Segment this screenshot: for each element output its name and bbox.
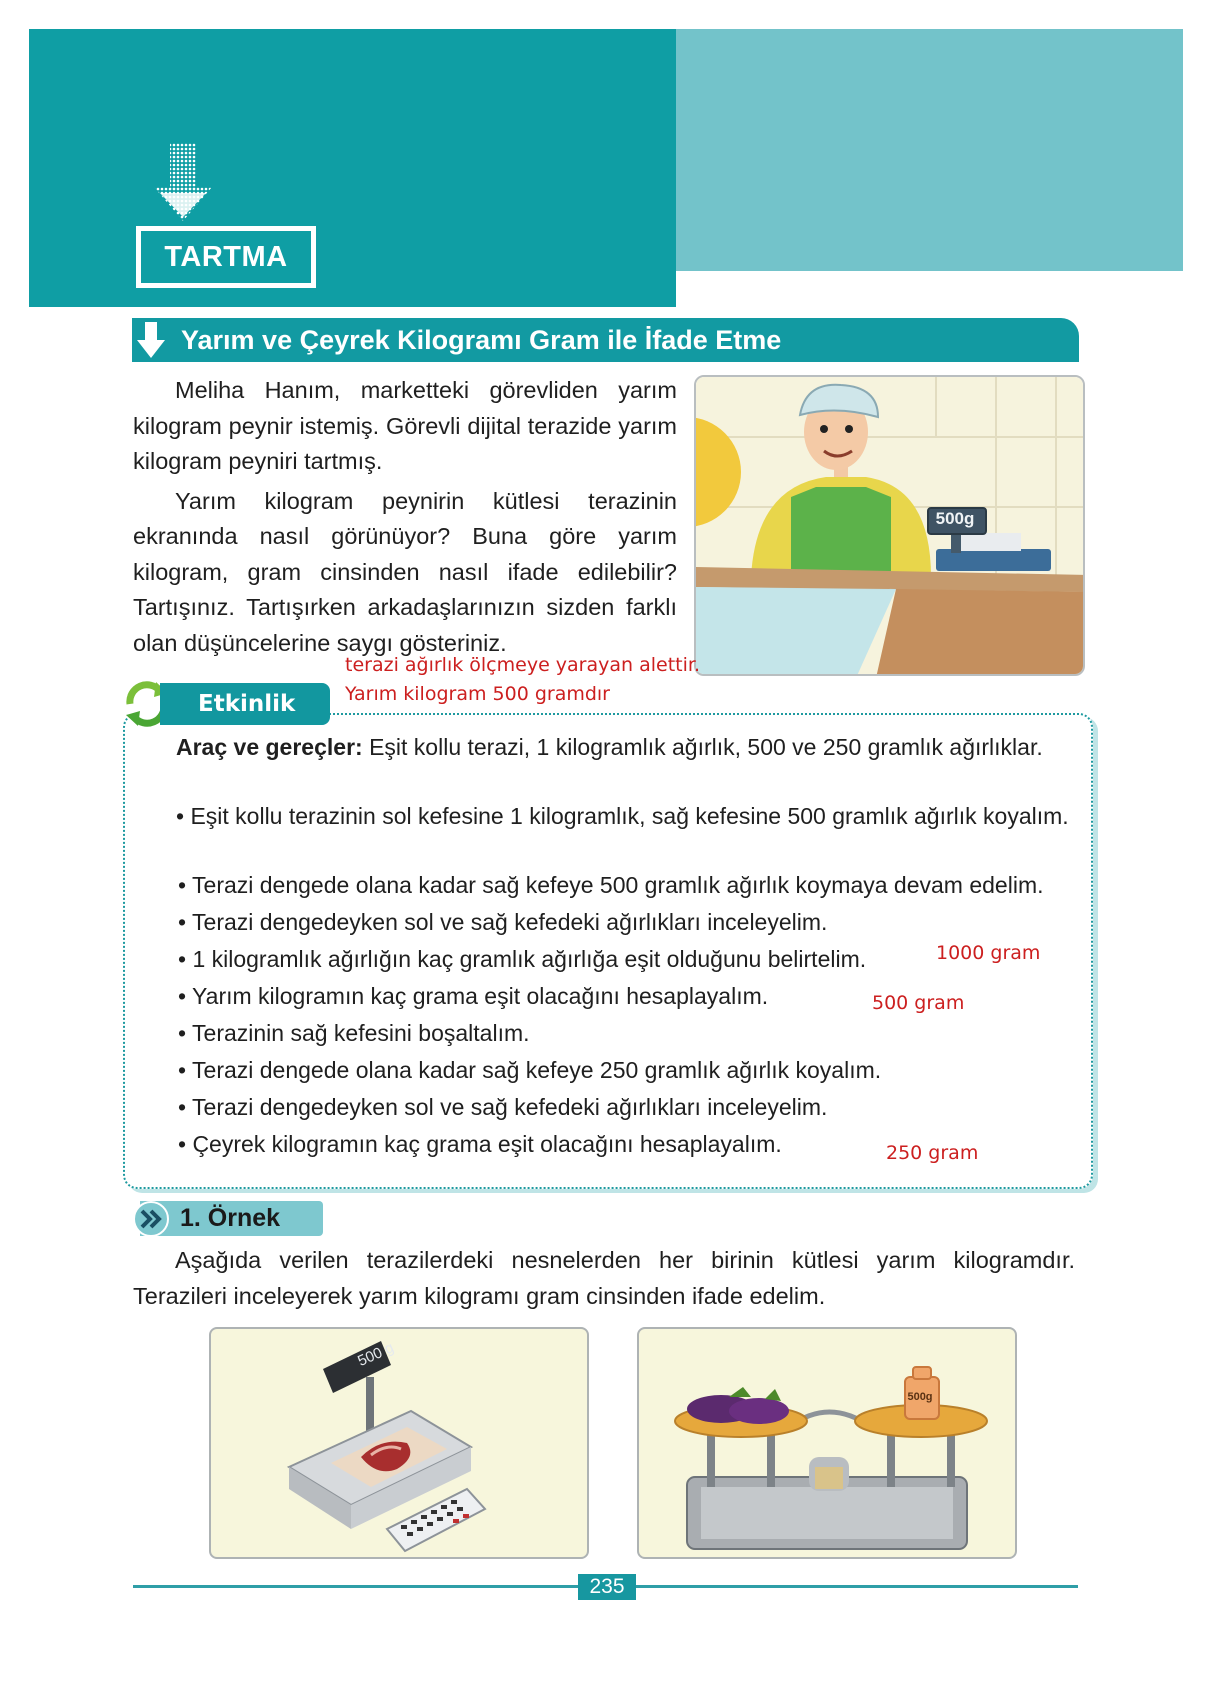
intro-text <box>133 373 677 661</box>
intro-paragraph-1: Meliha Hanım, marketteki görevliden yarım kilogram peynir istemiş. Görevli dijital terazide yarım kilogram peyniri tartmış. <box>133 377 677 474</box>
digital-scale-panel <box>209 1327 589 1559</box>
activity-bullet-6: • Terazinin sağ kefesini boşaltalım. <box>178 1020 530 1046</box>
header-banner <box>29 29 676 307</box>
section-title: Yarım ve Çeyrek Kilogramı Gram ile İfade Etme <box>181 325 782 355</box>
handwritten-answer-2: 500 gram <box>872 992 965 1014</box>
intro-paragraph-2: Yarım kilogram peynirin kütlesi terazinin ekranında nasıl görünüyor? Buna göre yarım kilogram, gram cinsinden nasıl ifade edilebilir? Tartışınız. Tartışırken arkadaşlarınızın sizden farklı olan düşüncelerine saygı gösteriniz. <box>133 487 677 656</box>
double-chevron-icon <box>132 1200 170 1238</box>
page-number: 235 <box>578 1574 636 1600</box>
activity-bullet-7: • Terazi dengede olana kadar sağ kefeye 250 gramlık ağırlık koyalım. <box>178 1057 882 1083</box>
handwritten-note-1: terazi ağırlık ölçmeye yarayan alettir. <box>345 654 701 676</box>
section-arrow-icon <box>136 322 166 360</box>
activity-bullet-8: • Terazi dengedeyken sol ve sağ kefedeki ağırlıkları inceleyelim. <box>178 1094 828 1120</box>
activity-bullet-4: • 1 kilogramlık ağırlığın kaç gramlık ağırlığa eşit olduğunu belirtelim. <box>178 946 867 972</box>
example-text: Aşağıda verilen terazilerdeki nesnelerden her birinin kütlesi yarım kilogramdır. Terazileri inceleyerek yarım kilogramı gram cinsinden ifade edelim. <box>133 1247 1075 1309</box>
activity-bullet-9: • Çeyrek kilogramın kaç grama eşit olacağını hesaplayalım. <box>178 1131 782 1157</box>
header-banner-accent <box>676 29 1183 271</box>
activity-bullet-5: • Yarım kilogramın kaç grama eşit olacağını hesaplayalım. <box>178 983 769 1009</box>
activity-tab: Etkinlik <box>160 683 330 725</box>
down-arrow-icon <box>152 143 214 223</box>
chapter-label: TARTMA <box>136 226 316 288</box>
weight-label: 500g <box>907 1391 933 1403</box>
balance-scale-panel <box>637 1327 1017 1559</box>
handwritten-note-2: Yarım kilogram 500 gramdır <box>345 683 610 705</box>
scale-display: 500g <box>935 509 975 528</box>
materials-text: Eşit kollu terazi, 1 kilogramlık ağırlık, 500 ve 250 gramlık ağırlıklar. <box>362 734 1043 760</box>
activity-materials <box>135 731 1077 764</box>
example-label: 1. Örnek <box>180 1204 281 1232</box>
digital-scale-display: 500 g <box>355 1339 397 1370</box>
shop-illustration <box>694 375 1085 676</box>
activity-bullet-1: • Eşit kollu terazinin sol kefesine 1 kilogramlık, sağ kefesine 500 gramlık ağırlık koyalım. <box>176 803 1069 829</box>
activity-bullet-2: • Terazi dengede olana kadar sağ kefeye 500 gramlık ağırlık koymaya devam edelim. <box>178 872 1044 898</box>
handwritten-answer-3: 250 gram <box>886 1142 979 1164</box>
activity-bullet-3: • Terazi dengedeyken sol ve sağ kefedeki ağırlıkları inceleyelim. <box>178 909 828 935</box>
materials-label: Araç ve gereçler: <box>176 734 363 760</box>
handwritten-answer-1: 1000 gram <box>936 942 1041 964</box>
